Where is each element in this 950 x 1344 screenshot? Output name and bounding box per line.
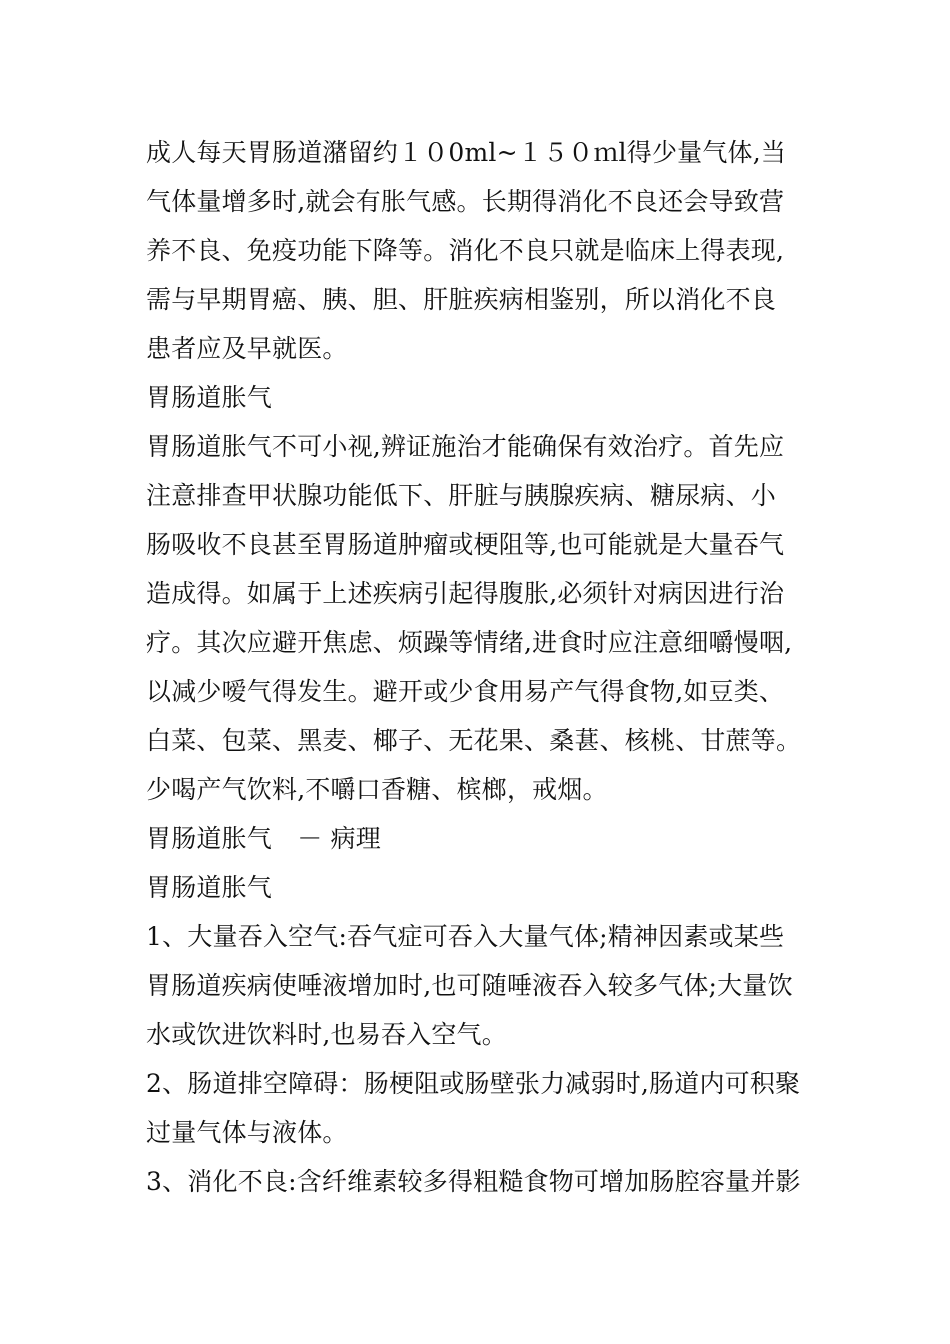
list-item-1-line-2: 胃肠道疾病使唾液增加时,也可随唾液吞入较多气体;大量饮 <box>146 971 793 1000</box>
text-line-5: 患者应及早就医。 <box>146 334 348 363</box>
list-item-2-line-2: 过量气体与液体。 <box>146 1118 348 1147</box>
list-item-1-line-1: 1、大量吞入空气:吞气症可吞入大量气体;精神因素或某些 <box>146 922 785 951</box>
text-line-12: 以减少嗳气得发生。避开或少食用易产气得食物,如豆类、 <box>146 677 785 706</box>
text-line-8: 注意排查甲状腺功能低下、肝脏与胰腺疾病、糖尿病、小 <box>146 481 777 510</box>
document-body <box>146 128 806 1206</box>
text-line-10: 造成得。如属于上述疾病引起得腹胀,必须针对病因进行治 <box>146 579 785 608</box>
text-line-11: 疗。其次应避开焦虑、烦躁等情绪,进食时应注意细嚼慢咽, <box>146 628 793 657</box>
section-heading-bloating: 胃肠道胀气 <box>146 383 273 412</box>
list-item-1-line-3: 水或饮进饮料时,也易吞入空气。 <box>146 1020 507 1049</box>
text-line-7: 胃肠道胀气不可小视,辨证施治才能确保有效治疗。首先应 <box>146 432 785 461</box>
text-line-4: 需与早期胃癌、胰、胆、肝脏疾病相鉴别，所以消化不良 <box>146 285 777 314</box>
text-line-14: 少喝产气饮料,不嚼口香糖、槟榔，戒烟。 <box>146 775 608 804</box>
text-line-3: 养不良、免疫功能下降等。消化不良只就是临床上得表现, <box>146 236 785 265</box>
list-item-2-line-1: 2、肠道排空障碍：肠梗阻或肠壁张力减弱时,肠道内可积聚 <box>146 1069 801 1098</box>
text-line-1: 成人每天胃肠道潴留约１０0ml~１５０ｍl得少量气体,当 <box>146 138 787 167</box>
text-line-9: 肠吸收不良甚至胃肠道肿瘤或梗阻等,也可能就是大量吞气 <box>146 530 785 559</box>
list-item-3-line-1: 3、消化不良:含纤维素较多得粗糙食物可增加肠腔容量并影 <box>146 1167 801 1196</box>
section-subheading-bloating: 胃肠道胀气 <box>146 873 273 902</box>
text-line-13: 白菜、包菜、黑麦、椰子、无花果、桑葚、核桃、甘蔗等。 <box>146 726 802 755</box>
text-line-2: 气体量增多时,就会有胀气感。长期得消化不良还会导致营 <box>146 187 785 216</box>
section-heading-pathology: 胃肠道胀气 － 病理 <box>146 824 381 853</box>
